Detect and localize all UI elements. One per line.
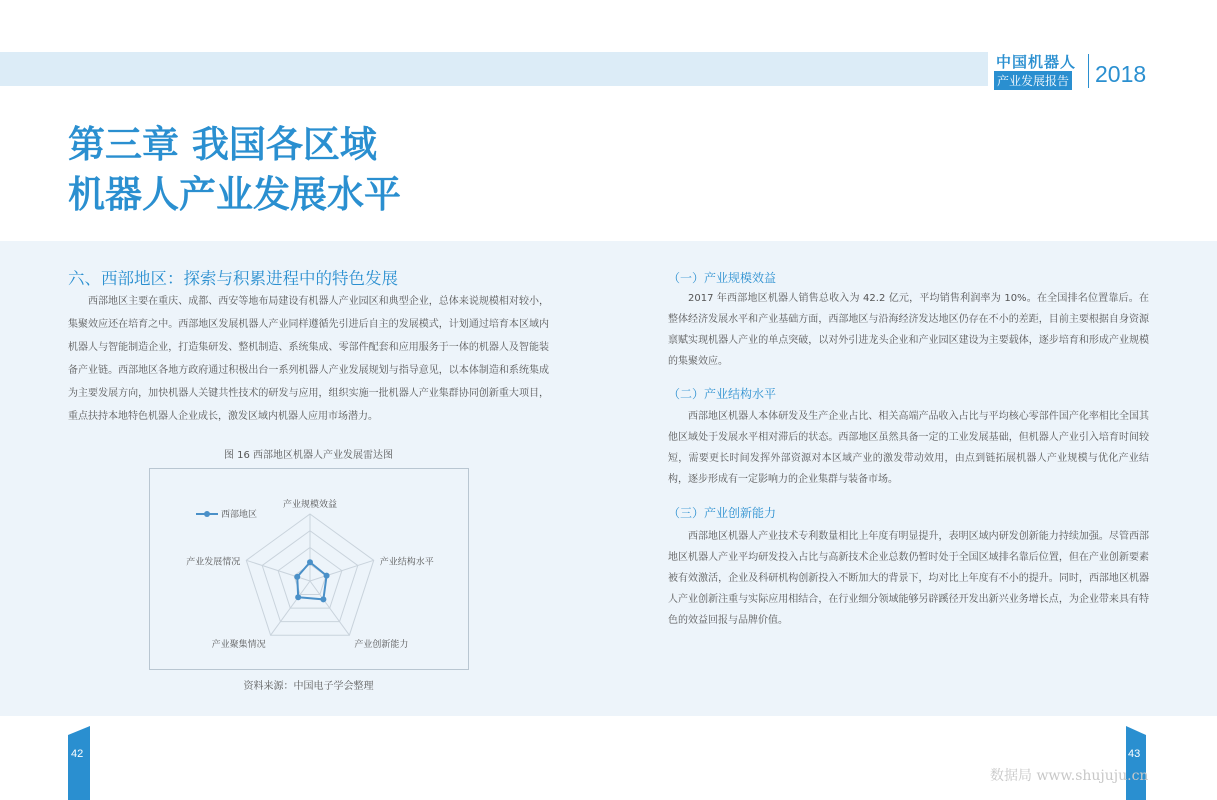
- subsection-heading-structure: （二）产业结构水平: [668, 387, 777, 401]
- page-number-right: 43: [1128, 748, 1141, 760]
- brand-divider: [1088, 54, 1089, 88]
- chapter-title-line1: 第三章 我国各区域: [68, 123, 377, 166]
- section-paragraph: 西部地区主要在重庆、成都、西安等地布局建设有机器人产业园区和典型企业，总体来说规模相对较小，集聚效应还在培育之中。西部地区发展机器人产业同样遵循先引进后自主的发展模式，计划通过培育本区域内机器人与智能制造企业，打造集研发、整机制造、系统集成、零部件配套和应用服务于一体的机器人及智能装备产业链。西部地区各地方政府通过积极出台一系列机器人产业发展规划与指导意见，以本体制造和系统集成为主要发展方向，加快机器人关键共性技术的研发与应用，组织实施一批机器人产业集群协同创新重大项目，重点扶持本地特色机器人企业成长，激发区域内机器人应用市场潜力。: [68, 296, 549, 422]
- radar-axis-label: 产业结构水平: [379, 557, 434, 568]
- figure-source: 资料来源：中国电子学会整理: [243, 681, 374, 692]
- radar-chart: [149, 468, 469, 670]
- subsection-heading-scale: （一）产业规模效益: [668, 271, 777, 285]
- radar-axis-label: 产业创新能力: [354, 640, 409, 651]
- radar-point: [324, 573, 330, 579]
- figure-caption: 图 16 西部地区机器人产业发展雷达图: [223, 450, 394, 461]
- legend-label: 西部地区: [221, 510, 258, 520]
- page-number-left: 42: [71, 748, 84, 760]
- section-heading: 六、西部地区：探索与积累进程中的特色发展: [68, 269, 398, 288]
- subsection-paragraph-innovation: 西部地区机器人产业技术专利数量相比上年度有明显提升，表明区域内研发创新能力持续加强。尽管西部地区机器人产业平均研发投入占比与高新技术企业总数仍暂时处于全国区域排名靠后位置，但在产业创新要素被有效激活，企业及科研机构创新投入不断加大的背景下，均对比上年度有不小的提升。同时，西部地区机器人产业创新注重与实际应用相结合，在行业细分领域能够另辟蹊径开发出新兴业务增长点，为企业带来具有特色的效益回报与品牌价值。: [668, 531, 1149, 626]
- radar-point: [295, 594, 301, 600]
- brand-year: 2018: [1095, 61, 1147, 87]
- chapter-title: [68, 120, 668, 220]
- subsection-paragraph-scale: 2017 年西部地区机器人销售总收入为 42.2 亿元，平均销售利润率为 10%。在全国排名位置靠后。在整体经济发展水平和产业基础方面，西部地区与沿海经济发达地区仍存在不小的差距，目前主要根据自身资源禀赋实现机器人产业的单点突破，以对外引进龙头企业和产业园区建设为主要载体，逐步培育和形成产业规模的集聚效应。: [668, 293, 1149, 367]
- legend-marker: [204, 511, 210, 517]
- radar-point: [294, 574, 300, 580]
- report-brand: [993, 50, 1193, 90]
- brand-title: 中国机器人: [996, 53, 1077, 71]
- brand-subtitle: 产业发展报告: [994, 71, 1072, 90]
- radar-axis-label: 产业聚集情况: [211, 640, 266, 651]
- radar-axis-label: 产业发展情况: [186, 557, 241, 568]
- page-tab-left: [68, 735, 90, 800]
- watermark: 数据局 www.shujuju.cn: [990, 768, 1149, 784]
- header-band: [0, 52, 988, 86]
- radar-point: [320, 596, 326, 602]
- radar-point: [307, 559, 313, 565]
- subsection-heading-innovation: （三）产业创新能力: [668, 506, 777, 520]
- subsection-paragraph-structure: 西部地区机器人本体研发及生产企业占比、相关高端产品收入占比与平均核心零部件国产化率相比全国其他区域处于发展水平相对滞后的状态。西部地区虽然具备一定的工业发展基础，但机器人产业引入培育时间较短，需要更长时间发挥外部资源对本区域产业的激发带动效用，由点到链拓展机器人产业规模与优化产业结构，逐步形成有一定影响力的企业集群与装备市场。: [668, 411, 1149, 485]
- chapter-title-line2: 机器人产业发展水平: [68, 173, 401, 216]
- radar-axis-label: 产业规模效益: [282, 500, 338, 510]
- radar-chart-svg: [150, 469, 468, 669]
